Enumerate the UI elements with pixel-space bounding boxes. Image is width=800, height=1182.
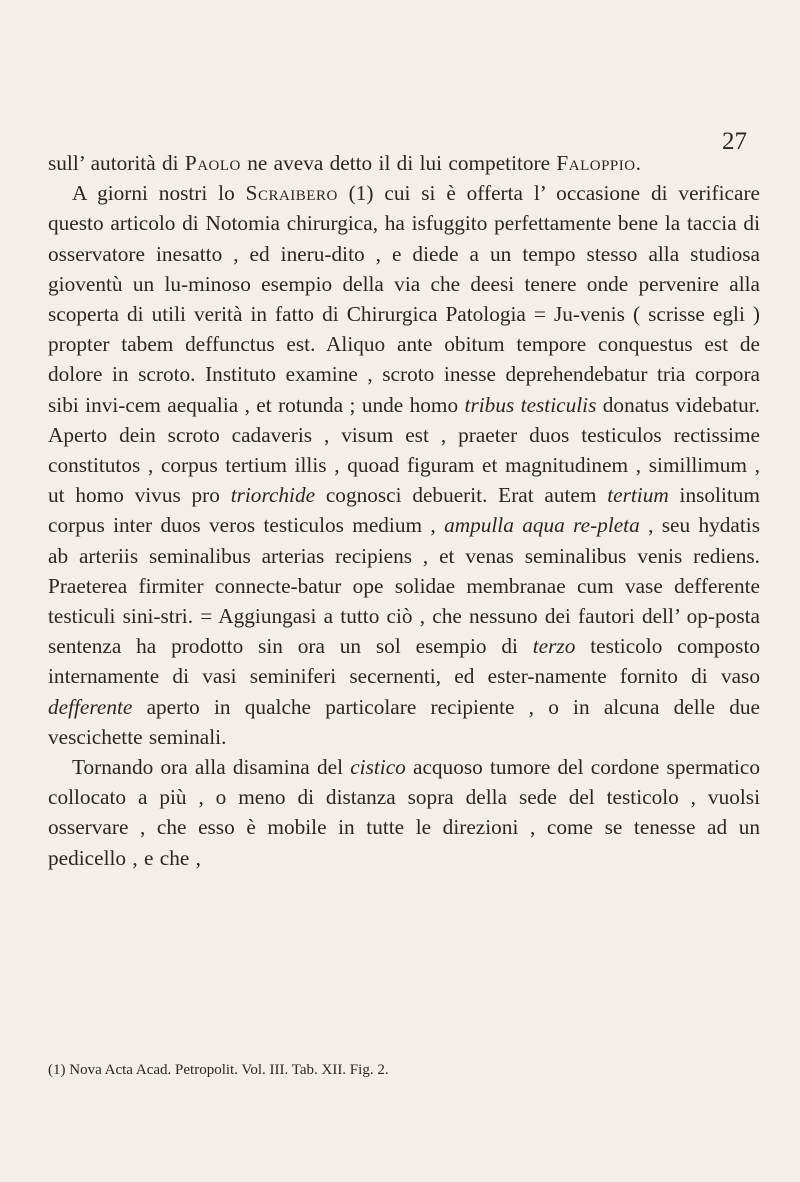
text-run: insolitum corpus inter duos veros testiculos medium ,: [48, 483, 760, 538]
text-run: , seu hydatis ab arteriis seminalibus arterias recipiens , et venas seminalibus venis rediens. Praeterea firmiter connecte-batur ope solidae membranae cum vase defferente testiculi sini-stri. = Aggiungasi a tutto ciò , che nessuno dei fautori dell’ op-posta sentenza ha prodotto sin ora un sol esempio di: [48, 513, 760, 659]
text-run: aperto in qualche particolare recipiente , o in alcuna delle due vescichette seminali.: [48, 694, 760, 749]
footnote: (1) Nova Acta Acad. Petropolit. Vol. III. Tab. XII. Fig. 2.: [48, 1062, 389, 1078]
text-run: .: [635, 151, 641, 175]
paragraph: [48, 752, 760, 873]
italic-text: triorchide: [230, 483, 316, 508]
italic-text: cistico: [350, 755, 406, 780]
text-run: ne aveva detto il di lui competitore: [240, 151, 557, 175]
paragraph: [48, 148, 760, 178]
italic-text: defferente: [48, 694, 133, 719]
italic-text: terzo: [532, 634, 576, 659]
text-run: testicolo composto internamente di vasi seminiferi secernenti, ed ester-namente fornito di vaso: [48, 634, 761, 689]
italic-text: tribus testiculis: [464, 392, 597, 417]
text-run: A giorni nostri lo: [72, 181, 246, 206]
text-run: cognosci debuerit. Erat autem: [315, 483, 608, 508]
text-run: donatus videbatur. Aperto dein scroto cadaveris , visum est , praeter duos testiculos rectissime constitutos , corpus tertium illis , quoad figuram et magnitudinem , simillimum , ut homo vivus pro: [48, 392, 760, 508]
text-run: Tornando ora alla disamina del: [72, 755, 351, 780]
text-run: sull’ autorità di: [48, 151, 185, 175]
text-run: acquoso tumore del cordone spermatico collocato a più , o meno di distanza sopra della sede del testicolo , vuolsi osservare , che esso è mobile in tutte le direzioni , come se tenesse ad un pedicello , e che ,: [48, 755, 760, 870]
small-caps-name: Faloppio: [556, 151, 636, 175]
paragraph: [48, 178, 760, 752]
page-number: 27: [722, 128, 747, 155]
small-caps-name: Scraibero: [245, 181, 338, 206]
italic-text: ampulla aqua re-pleta: [444, 513, 640, 538]
small-caps-name: Paolo: [184, 151, 241, 175]
body-text: [48, 148, 760, 873]
text-run: (1) cui si è offerta l’ occasione di verificare questo articolo di Notomia chirurgica, ha isfuggito perfettamente bene la taccia di osservatore inesatto , ed ineru-dito , e diede a un tempo stesso alla studiosa gioventù un lu-minoso esempio della via che deesi tenere onde pervenire alla scoperta di utili verità in fatto di Chirurgica Patologia = Ju-venis ( scrisse egli ) propter tabem deffunctus est. Aliquo ante obitum tempore conquestus est de dolore in scroto. Instituto examine , scroto inesse deprehendebatur tria corpora sibi invi-cem aequalia , et rotunda ; unde homo: [48, 181, 761, 417]
italic-text: tertium: [607, 483, 669, 508]
